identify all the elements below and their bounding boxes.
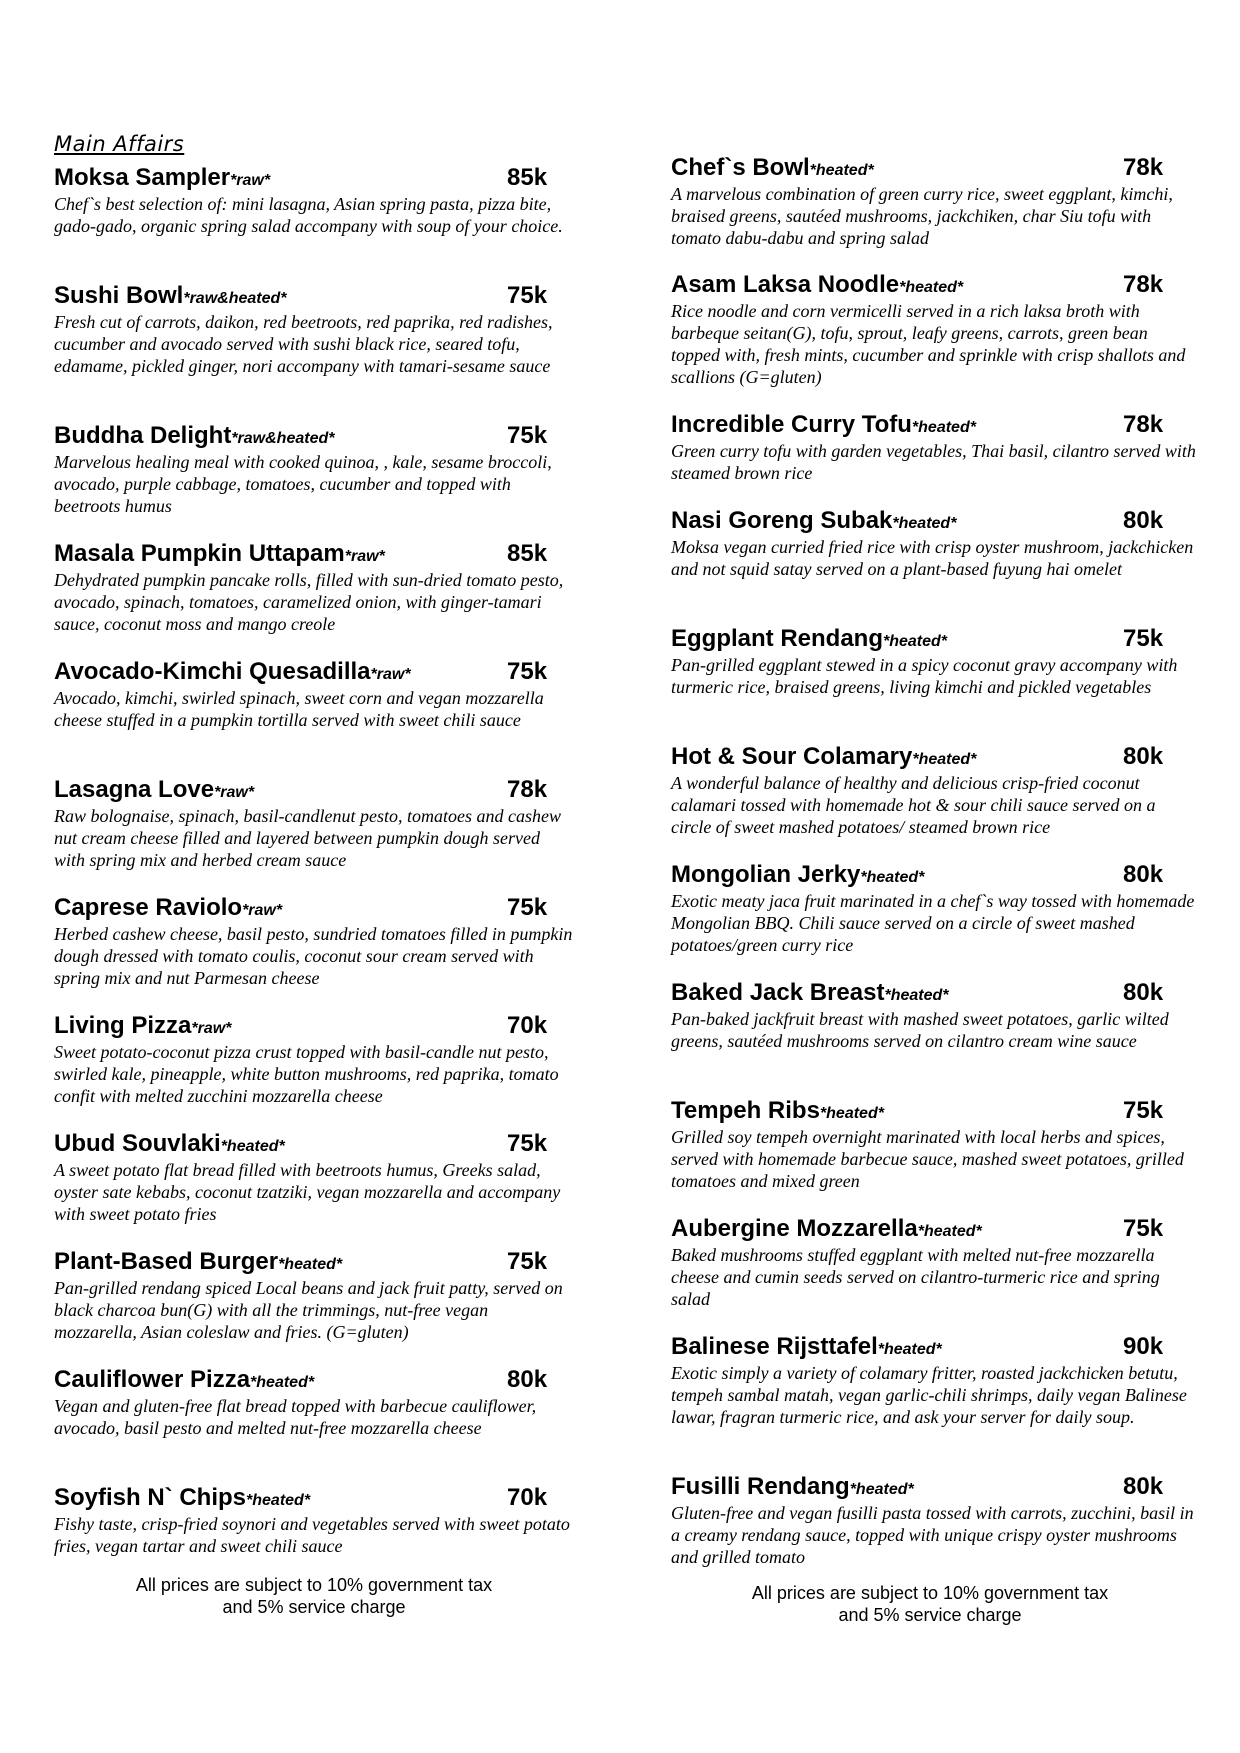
- menu-item: [54, 1483, 574, 1557]
- tax-note-line2: and 5% service charge: [838, 1605, 1022, 1625]
- menu-item: [54, 775, 574, 871]
- item-price: 70k: [507, 1484, 548, 1511]
- item-description: Pan-grilled rendang spiced Local beans and jack fruit patty, served on black charcoa bun(G) with all the trimmings, nut-free vegan mozzarella, Asian coleslaw and fries. (G=gluten): [54, 1278, 563, 1342]
- menu-item: [671, 270, 1196, 388]
- item-tag: *raw&heated*: [231, 430, 335, 447]
- tax-note-left: [64, 1574, 564, 1618]
- item-description: Green curry tofu with garden vegetables, Thai basil, cilantro served with steamed brown rice: [671, 441, 1196, 483]
- item-price: 75k: [1123, 625, 1164, 652]
- menu-item: [54, 281, 574, 377]
- menu-item: [54, 1011, 574, 1107]
- item-tag: *heated*: [809, 162, 874, 179]
- item-name: Cauliflower Pizza: [54, 1366, 251, 1393]
- menu-item: [671, 978, 1196, 1052]
- item-description: Rice noodle and corn vermicelli served in a rich laksa broth with barbeque seitan(G), tofu, sprout, leafy greens, carrots, green bean topped with, fresh mints, cucumber and sprinkle with crisp shallots and scallions (G=gluten): [671, 301, 1186, 387]
- item-name: Balinese Rijsttafel: [671, 1333, 878, 1360]
- item-description: Exotic meaty jaca fruit marinated in a chef`s way tossed with homemade Mongolian BBQ. Chili sauce served on a circle of sweet mashed potatoes/green curry rice: [671, 891, 1195, 955]
- item-tag: *heated*: [849, 1481, 914, 1498]
- item-tag: *heated*: [912, 751, 977, 768]
- item-description: Grilled soy tempeh overnight marinated with local herbs and spices, served with homemade barbecue sauce, mashed sweet potatoes, grilled tomatoes and mixed green: [671, 1127, 1184, 1191]
- item-name: Lasagna Love: [54, 776, 215, 803]
- item-description: Moksa vegan curried fried rice with crisp oyster mushroom, jackchicken and not squid satay served on a plant-based fuyung hai omelet: [671, 537, 1194, 579]
- item-price: 78k: [1123, 271, 1164, 298]
- item-name: Mongolian Jerky: [671, 861, 861, 888]
- menu-item: [671, 1332, 1196, 1428]
- menu-item: [54, 657, 574, 731]
- item-tag: *raw*: [370, 666, 411, 683]
- item-price: 85k: [507, 164, 548, 191]
- tax-note-line2: and 5% service charge: [222, 1597, 406, 1617]
- item-price: 78k: [1123, 154, 1164, 181]
- item-price: 78k: [507, 776, 548, 803]
- menu-item: [54, 893, 574, 989]
- item-price: 75k: [507, 282, 548, 309]
- menu-item: [671, 1472, 1196, 1568]
- item-name: Soyfish N` Chips: [54, 1484, 247, 1511]
- item-tag: *heated*: [246, 1492, 311, 1509]
- item-tag: *heated*: [278, 1256, 343, 1273]
- menu-item: [54, 163, 574, 237]
- menu-item: [54, 539, 574, 635]
- menu-item: [671, 860, 1196, 956]
- item-name: Aubergine Mozzarella: [671, 1215, 918, 1242]
- item-name: Eggplant Rendang: [671, 625, 883, 652]
- section-title: Main Affairs: [54, 132, 185, 156]
- menu-item: [671, 624, 1196, 698]
- item-tag: *raw*: [214, 784, 255, 801]
- item-name: Tempeh Ribs: [671, 1097, 820, 1124]
- item-price: 80k: [1123, 1473, 1164, 1500]
- item-price: 75k: [1123, 1215, 1164, 1242]
- menu-item: [54, 1129, 574, 1225]
- item-name: Incredible Curry Tofu: [671, 411, 912, 438]
- item-price: 75k: [507, 422, 548, 449]
- item-description: Chef`s best selection of: mini lasagna, Asian spring pasta, pizza bite, gado-gado, organic spring salad accompany with soup of your choice.: [54, 194, 563, 236]
- item-name: Hot & Sour Colamary: [671, 743, 913, 770]
- menu-item: [671, 1096, 1196, 1192]
- tax-note-line1: All prices are subject to 10% government tax: [751, 1583, 1109, 1603]
- item-name: Plant-Based Burger: [54, 1248, 279, 1275]
- menu-item: [54, 421, 574, 517]
- menu-item: [54, 1365, 574, 1439]
- item-price: 85k: [507, 540, 548, 567]
- item-name: Fusilli Rendang: [671, 1473, 850, 1500]
- menu-item: [671, 506, 1196, 580]
- item-name: Chef`s Bowl: [671, 154, 810, 181]
- item-description: Pan-grilled eggplant stewed in a spicy coconut gravy accompany with turmeric rice, braised greens, living kimchi and pickled vegetables: [671, 655, 1178, 697]
- item-tag: *heated*: [883, 633, 948, 650]
- item-tag: *heated*: [250, 1374, 315, 1391]
- item-description: A sweet potato flat bread filled with beetroots humus, Greeks salad, oyster sate kebabs, coconut tzatziki, vegan mozzarella and accompany with sweet potato fries: [54, 1160, 561, 1224]
- item-price: 80k: [1123, 507, 1164, 534]
- tax-note-line1: All prices are subject to 10% government tax: [135, 1575, 493, 1595]
- item-description: Marvelous healing meal with cooked quinoa, , kale, sesame broccoli, avocado, purple cabbage, tomatoes, cucumber and topped with beetroots humus: [54, 452, 552, 516]
- item-price: 75k: [507, 1248, 548, 1275]
- item-description: Fishy taste, crisp-fried soynori and vegetables served with sweet potato fries, vegan tartar and sweet chili sauce: [54, 1514, 570, 1556]
- item-description: A marvelous combination of green curry rice, sweet eggplant, kimchi, braised greens, sautéed mushrooms, jackchiken, char Siu tofu with tomato dabu-dabu and spring salad: [671, 184, 1173, 248]
- menu-item: [671, 153, 1196, 249]
- item-tag: *raw*: [242, 902, 283, 919]
- item-description: Herbed cashew cheese, basil pesto, sundried tomatoes filled in pumpkin dough dressed with tomato coulis, coconut sour cream served with spring mix and nut Parmesan cheese: [54, 924, 573, 988]
- item-name: Living Pizza: [54, 1012, 192, 1039]
- item-name: Asam Laksa Noodle: [671, 271, 900, 298]
- item-tag: *heated*: [899, 279, 964, 296]
- item-price: 90k: [1123, 1333, 1164, 1360]
- item-name: Sushi Bowl: [54, 282, 184, 309]
- item-name: Nasi Goreng Subak: [671, 507, 893, 534]
- menu-item: [671, 410, 1196, 484]
- item-name: Caprese Raviolo: [54, 894, 243, 921]
- menu-item: [671, 1214, 1196, 1310]
- item-price: 75k: [507, 894, 548, 921]
- item-tag: *heated*: [877, 1341, 942, 1358]
- item-price: 80k: [1123, 979, 1164, 1006]
- item-price: 80k: [1123, 743, 1164, 770]
- item-description: Vegan and gluten-free flat bread topped with barbecue cauliflower, avocado, basil pesto and melted nut-free mozzarella cheese: [54, 1396, 537, 1438]
- item-description: Gluten-free and vegan fusilli pasta tossed with carrots, zucchini, basil in a creamy rendang sauce, topped with unique crispy oyster mushrooms and grilled tomato: [671, 1503, 1194, 1567]
- item-name: Buddha Delight: [54, 422, 232, 449]
- item-price: 70k: [507, 1012, 548, 1039]
- item-description: Fresh cut of carrots, daikon, red beetroots, red paprika, red radishes, cucumber and avocado served with sushi black rice, seared tofu, edamame, pickled ginger, nori accompany with tamari-sesame sauce: [54, 312, 553, 376]
- item-tag: *heated*: [220, 1138, 285, 1155]
- item-description: Raw bolognaise, spinach, basil-candlenut pesto, tomatoes and cashew nut cream cheese filled and layered between pumpkin dough served with spring mix and herbed cream sauce: [54, 806, 561, 870]
- item-tag: *heated*: [892, 515, 957, 532]
- item-price: 75k: [507, 1130, 548, 1157]
- item-tag: *heated*: [819, 1105, 884, 1122]
- item-price: 80k: [507, 1366, 548, 1393]
- item-tag: *heated*: [860, 869, 925, 886]
- item-tag: *raw*: [344, 548, 385, 565]
- item-description: A wonderful balance of healthy and delicious crisp-fried coconut calamari tossed with homemade hot & sour chili sauce served on a circle of sweet mashed potatoes/ steamed brown rice: [671, 773, 1156, 837]
- item-description: Baked mushrooms stuffed eggplant with melted nut-free mozzarella cheese and cumin seeds served on cilantro-turmeric rice and spring salad: [671, 1245, 1160, 1309]
- menu-item: [54, 1247, 574, 1343]
- tax-note-right: [680, 1582, 1180, 1626]
- item-price: 78k: [1123, 411, 1164, 438]
- item-tag: *heated*: [884, 987, 949, 1004]
- menu-item: [671, 742, 1196, 838]
- item-name: Moksa Sampler: [54, 164, 231, 191]
- item-name: Ubud Souvlaki: [54, 1130, 221, 1157]
- item-description: Exotic simply a variety of colamary fritter, roasted jackchicken betutu, tempeh sambal matah, vegan garlic-chili shrimps, daily vegan Balinese lawar, fragran turmeric rice, and ask your server for daily soup.: [671, 1363, 1187, 1427]
- item-description: Pan-baked jackfruit breast with mashed sweet potatoes, garlic wilted greens, sautéed mushrooms served on cilantro cream wine sauce: [671, 1009, 1169, 1051]
- item-name: Baked Jack Breast: [671, 979, 885, 1006]
- item-price: 80k: [1123, 861, 1164, 888]
- item-tag: *raw*: [191, 1020, 232, 1037]
- item-name: Masala Pumpkin Uttapam: [54, 540, 345, 567]
- item-tag: *raw&heated*: [183, 290, 287, 307]
- item-price: 75k: [1123, 1097, 1164, 1124]
- item-tag: *raw*: [230, 172, 271, 189]
- item-tag: *heated*: [917, 1223, 982, 1240]
- item-description: Avocado, kimchi, swirled spinach, sweet corn and vegan mozzarella cheese stuffed in a pumpkin tortilla served with sweet chili sauce: [54, 688, 544, 730]
- item-description: Dehydrated pumpkin pancake rolls, filled with sun-dried tomato pesto, avocado, spinach, tomatoes, caramelized onion, with ginger-tamari sauce, coconut moss and mango creole: [54, 570, 564, 634]
- item-price: 75k: [507, 658, 548, 685]
- item-tag: *heated*: [911, 419, 976, 436]
- item-name: Avocado-Kimchi Quesadilla: [54, 658, 371, 685]
- item-description: Sweet potato-coconut pizza crust topped with basil-candle nut pesto, swirled kale, pineapple, white button mushrooms, red paprika, tomato confit with melted zucchini mozzarella cheese: [54, 1042, 559, 1106]
